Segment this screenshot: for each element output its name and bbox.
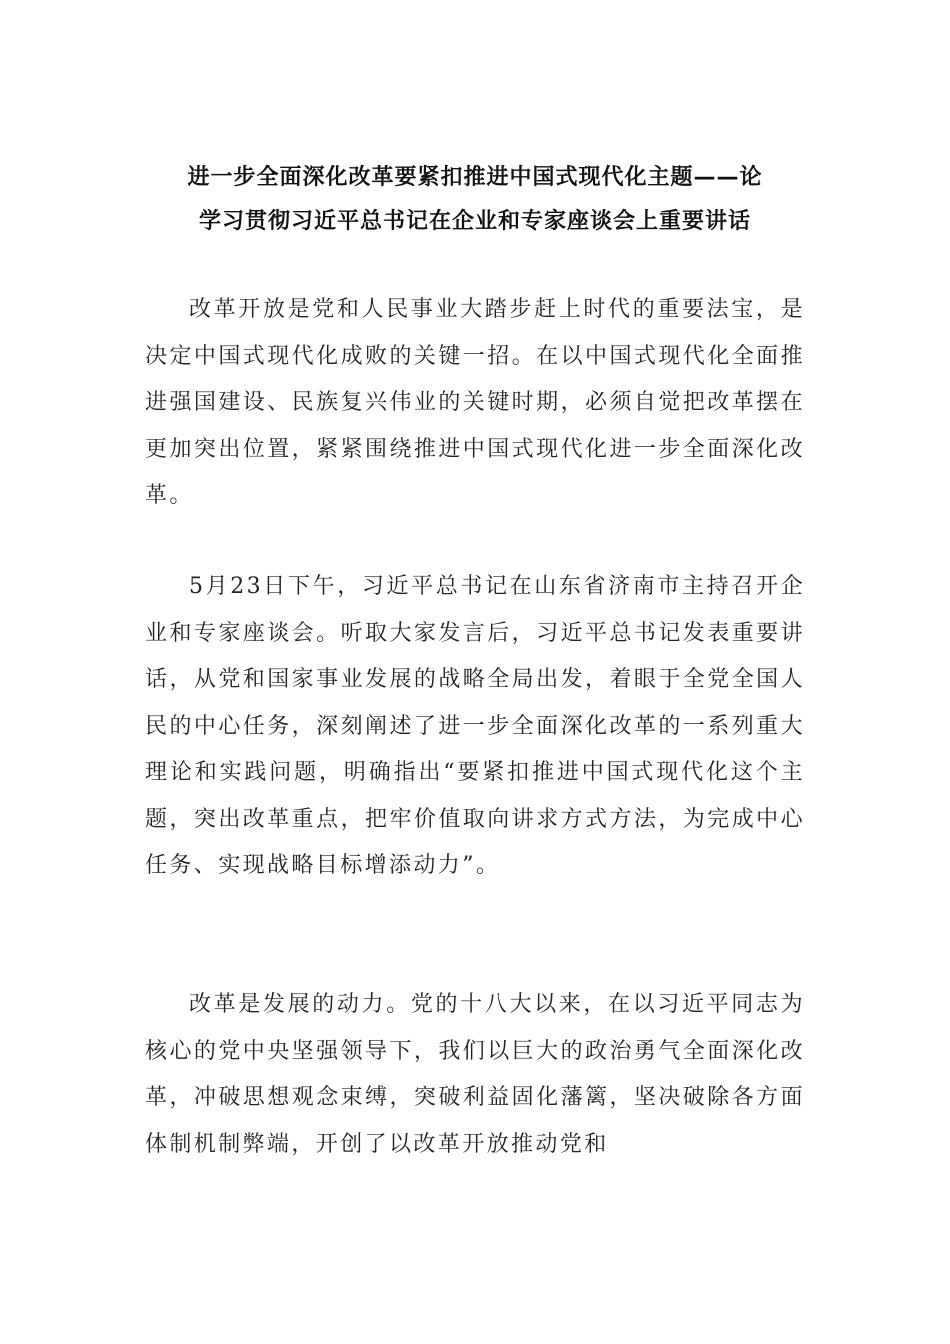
paragraph-3: 改革是发展的动力。党的十八大以来，在以习近平同志为核心的党中央坚强领导下，我们以巨大的政治勇气全面深化改革，冲破思想观念束缚，突破利益固化藩篱，坚决破除各方面体制机制弊端，开创了以改革开放推动党和 [145, 992, 805, 1157]
document-title [145, 156, 805, 244]
paragraph-2: 5月23日下午，习近平总书记在山东省济南市主持召开企业和专家座谈会。听取大家发言后，习近平总书记发表重要讲话，从党和国家事业发展的战略全局出发，着眼于全党全国人民的中心任务，深刻阐述了进一步全面深化改革的一系列重大理论和实践问题，明确指出“要紧扣推进中国式现代化这个主题，突出改革重点，把牢价值取向讲求方式方法，为完成中心任务、实现战略目标增添动力”。 [145, 574, 805, 878]
title-line-2: 学习贯彻习近平总书记在企业和专家座谈会上重要讲话 [198, 209, 751, 234]
paragraph-1: 改革开放是党和人民事业大踏步赶上时代的重要法宝，是决定中国式现代化成败的关键一招。在以中国式现代化全面推进强国建设、民族复兴伟业的关键时期，必须自觉把改革摆在更加突出位置，紧紧围绕推进中国式现代化进一步全面深化改革。 [145, 297, 805, 508]
title-line-1: 进一步全面深化改革要紧扣推进中国式现代化主题——论 [187, 165, 763, 190]
